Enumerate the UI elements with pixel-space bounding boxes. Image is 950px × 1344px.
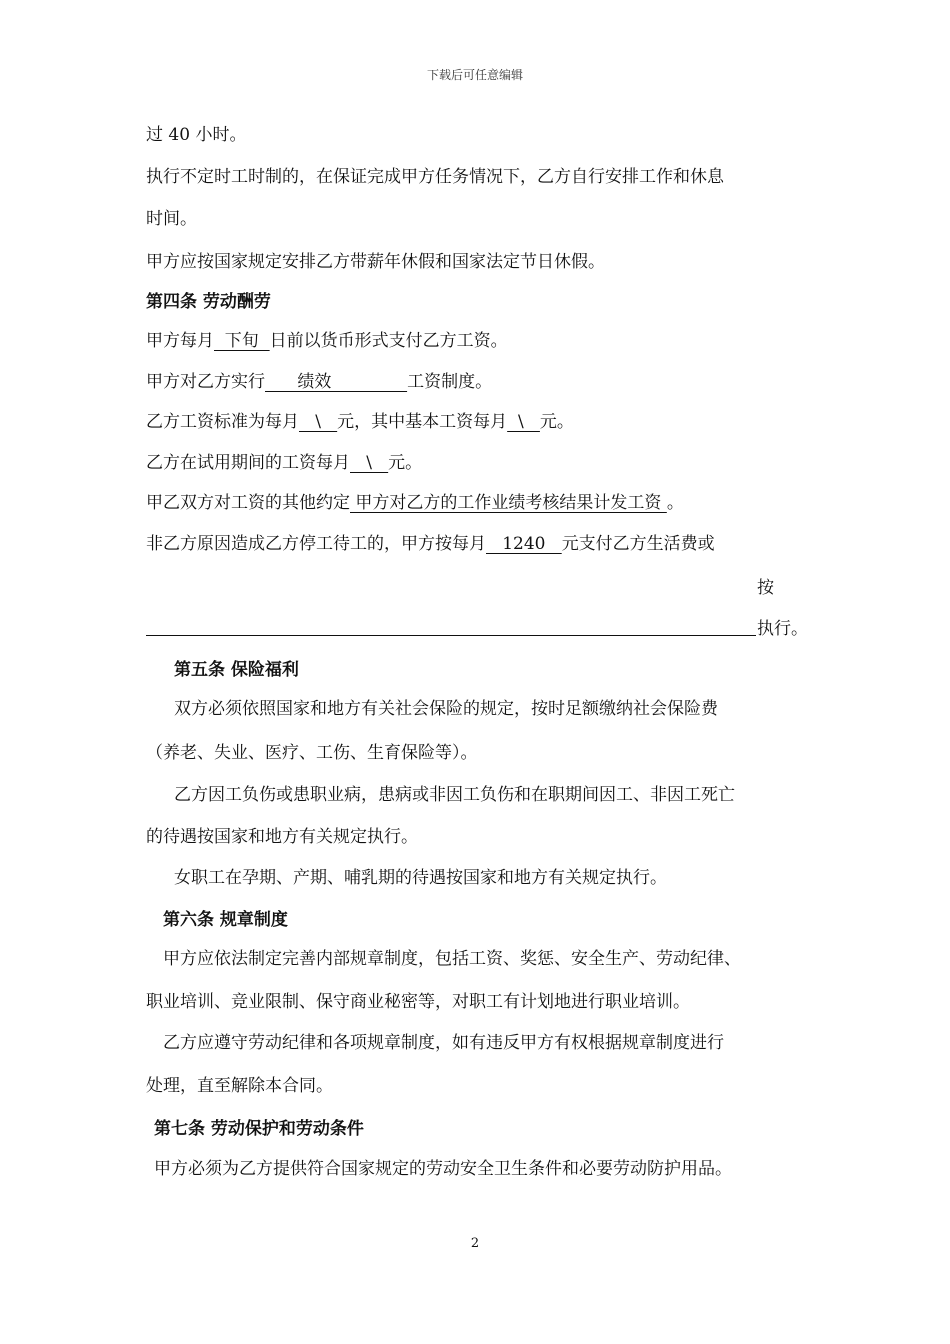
paragraph-line: 时间。: [146, 209, 197, 229]
probation-wage-line: 乙方在试用期间的工资每月 \ 元。: [146, 453, 423, 473]
paragraph-line: 乙方因工负伤或患职业病，患病或非因工负伤和在职期间因工、非因工死亡: [174, 785, 735, 805]
living-allowance-line: 非乙方原因造成乙方停工待工的，甲方按每月 1240 元支付乙方生活费或: [146, 534, 715, 554]
pay-date-field: 下旬: [214, 331, 270, 351]
blank-underline: [146, 635, 756, 636]
paragraph-line: 职业培训、竞业限制、保守商业秘密等，对职工有计划地进行职业培训。: [146, 992, 690, 1012]
section-heading-5: 第五条 保险福利: [174, 660, 299, 680]
section-heading-4: 第四条 劳动酬劳: [146, 292, 271, 312]
wage-system-field: 绩效: [265, 372, 408, 392]
wage-system-line: 甲方对乙方实行 绩效 工资制度。: [146, 372, 493, 392]
paragraph-line: 甲方必须为乙方提供符合国家规定的劳动安全卫生条件和必要劳动防护用品。: [154, 1159, 732, 1179]
paragraph-line: 双方必须依照国家和地方有关社会保险的规定，按时足额缴纳社会保险费: [174, 699, 718, 719]
section-heading-6: 第六条 规章制度: [163, 910, 288, 930]
wage-standard-line: 乙方工资标准为每月 \ 元，其中基本工资每月 \ 元。: [146, 412, 574, 432]
section-heading-7: 第七条 劳动保护和劳动条件: [154, 1119, 364, 1139]
paragraph-line: 女职工在孕期、产期、哺乳期的待遇按国家和地方有关规定执行。: [174, 868, 667, 888]
paragraph-line: 过 40 小时。: [146, 125, 247, 145]
other-agreement-line: 甲乙双方对工资的其他约定 甲方对乙方的工作业绩考核结果计发工资 。: [146, 493, 684, 513]
paragraph-line: 处理，直至解除本合同。: [146, 1076, 333, 1096]
other-agreement-field: 甲方对乙方的工作业绩考核结果计发工资: [350, 493, 667, 513]
paragraph-line: 乙方应遵守劳动纪律和各项规章制度，如有违反甲方有权根据规章制度进行: [163, 1033, 724, 1053]
paragraph-line: 的待遇按国家和地方有关规定执行。: [146, 827, 418, 847]
paragraph-line: 按: [757, 578, 774, 598]
paragraph-line: 执行不定时工时制的，在保证完成甲方任务情况下，乙方自行安排工作和休息: [146, 167, 724, 187]
paragraph-line: 甲方应依法制定完善内部规章制度，包括工资、奖惩、安全生产、劳动纪律、: [163, 949, 741, 969]
paragraph-line: （养老、失业、医疗、工伤、生育保险等）。: [146, 743, 478, 763]
paragraph-line: 执行。: [757, 619, 808, 639]
basic-wage-field: \: [507, 412, 540, 432]
paragraph-line: 甲方应按国家规定安排乙方带薪年休假和国家法定节日休假。: [146, 252, 605, 272]
page-header: 下载后可任意编辑: [426, 68, 523, 82]
probation-wage-field: \: [350, 453, 389, 473]
page-number: 2: [470, 1236, 480, 1251]
living-allowance-field: 1240: [486, 534, 562, 554]
pay-date-line: 甲方每月 下旬 日前以货币形式支付乙方工资。: [146, 331, 508, 351]
monthly-wage-field: \: [299, 412, 338, 432]
